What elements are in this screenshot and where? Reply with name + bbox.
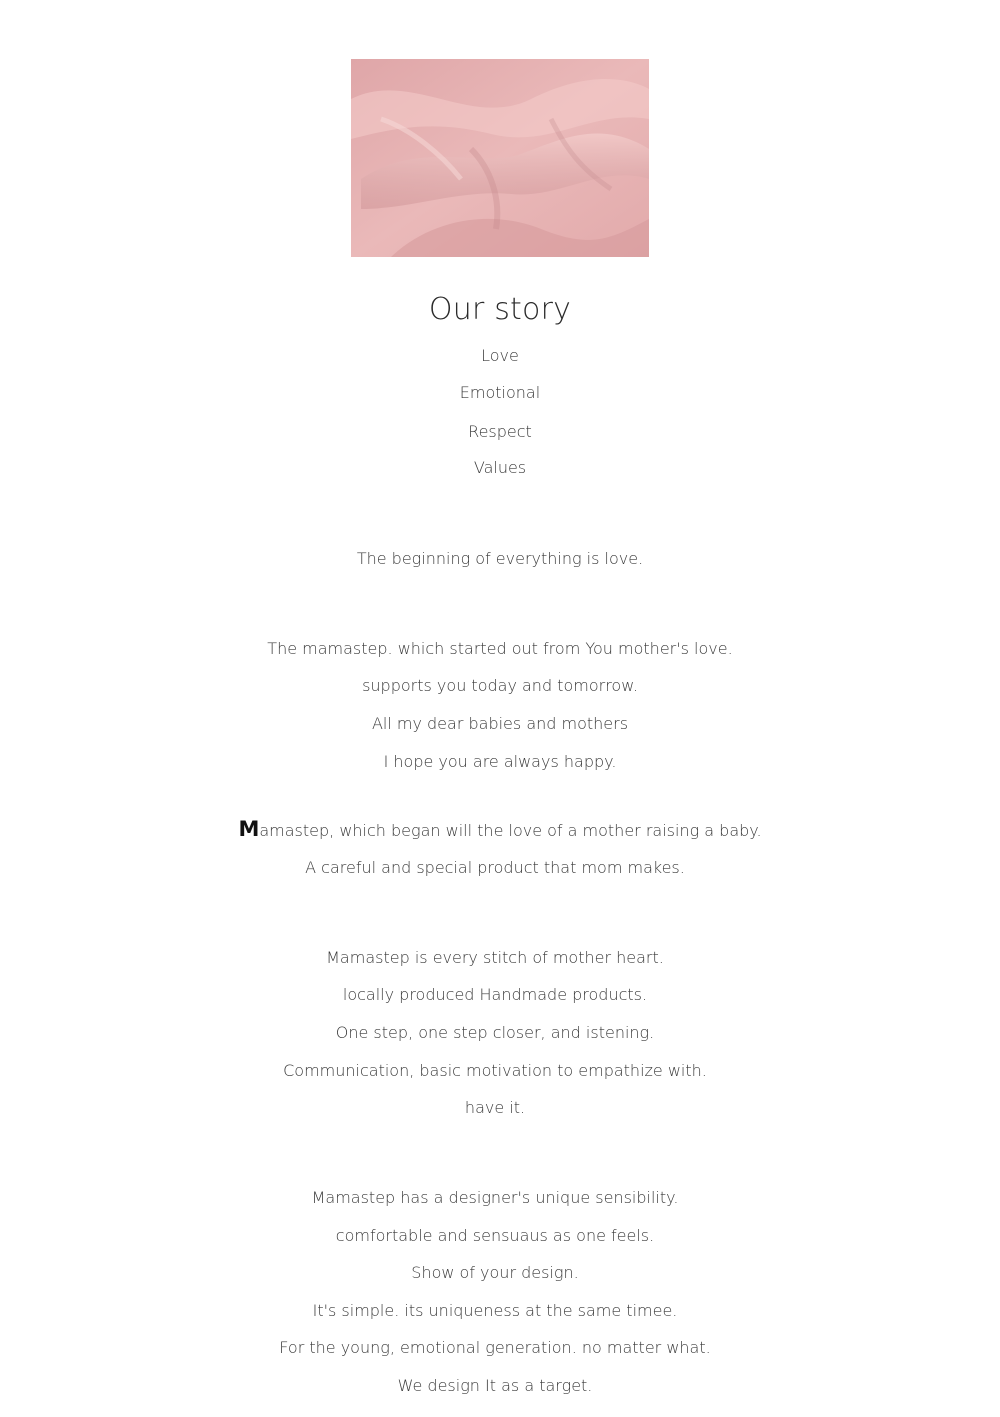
value-love: Love <box>481 346 519 365</box>
story-line: Show of your design. <box>411 1263 579 1282</box>
story-line: The mamastep. which started out from You mother's love. <box>267 639 733 658</box>
story-line: Communication, basic motivation to empathize with. <box>283 1061 707 1080</box>
story-line: We design It as a target. <box>397 1376 593 1395</box>
page-title: Our story <box>428 292 572 327</box>
value-respect: Respect <box>468 422 532 441</box>
story-line: comfortable and sensuaus as one feels. <box>335 1226 655 1245</box>
story-line: I hope you are always happy. <box>383 752 617 771</box>
intro-text: The beginning of everything is love. <box>356 549 644 568</box>
story-line: locally produced Handmade products. <box>342 985 648 1004</box>
value-emotional: Emotional <box>459 383 541 402</box>
dropcap-line-rest: amastep, which began will the love of a mother raising a baby. <box>259 821 762 840</box>
story-line: supports you today and tomorrow. <box>362 676 638 695</box>
story-line: Mamastep is every stitch of mother heart. <box>326 948 664 967</box>
value-values: Values <box>473 458 527 477</box>
story-line: A careful and special product that mom makes. <box>305 858 685 877</box>
dropcap-letter: M <box>238 817 260 841</box>
story-line: All my dear babies and mothers <box>371 714 629 733</box>
story-line: It's simple. its uniqueness at the same timee. <box>312 1301 678 1320</box>
story-line: For the young, emotional generation. no matter what. <box>279 1338 711 1357</box>
hero-fabric-image <box>351 59 649 257</box>
dropcap-paragraph <box>0 818 1000 842</box>
story-line: Mamastep has a designer's unique sensibility. <box>311 1188 679 1207</box>
story-line: One step, one step closer, and istening. <box>335 1023 655 1042</box>
story-line: have it. <box>464 1098 526 1117</box>
